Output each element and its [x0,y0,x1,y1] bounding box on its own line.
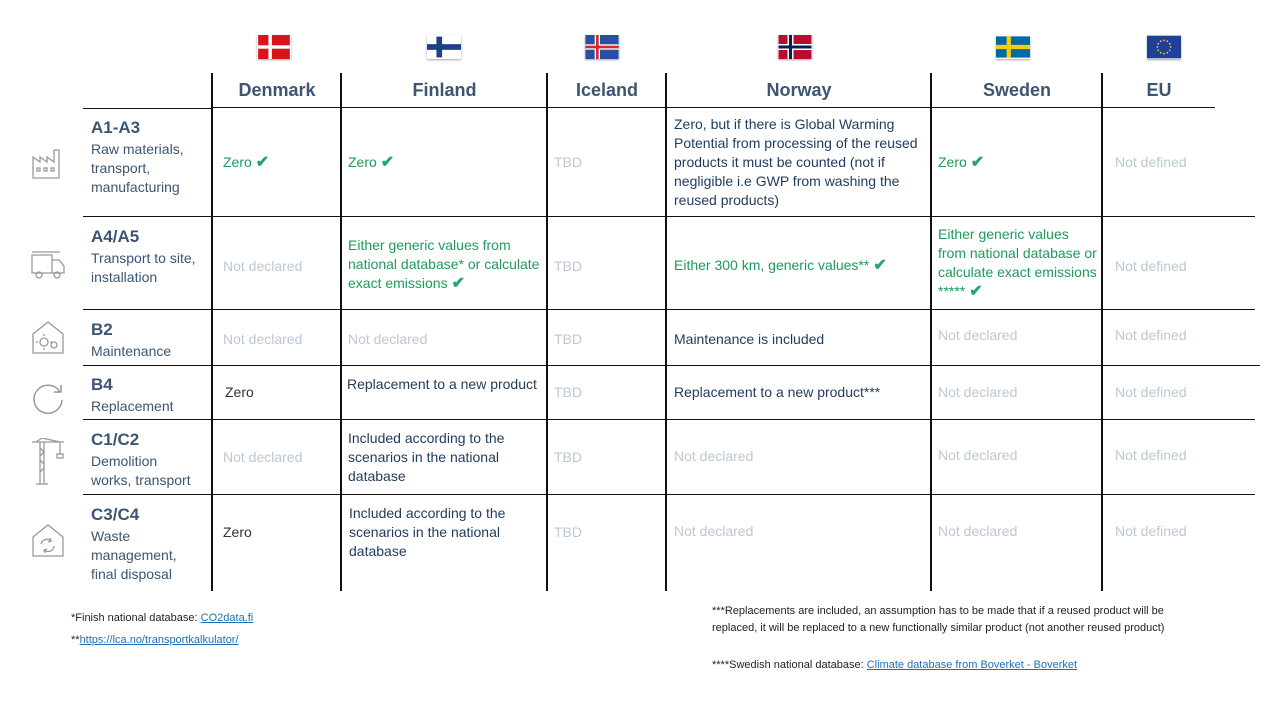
row-code: B4 [91,375,113,394]
row-stage-line: manufacturing [91,179,180,195]
row-code: B2 [91,320,113,339]
row-stage [91,342,171,361]
cell-c3c4-denmark: Zero [223,524,252,540]
country-header-finland: Finland [412,80,477,100]
row-stage [91,527,177,584]
cell-a4a5-eu: Not defined [1115,258,1187,274]
norway-flag-icon [778,35,812,59]
grid-line [930,73,932,591]
footnote-finnish-database [71,610,253,627]
cell-a1a3-eu: Not defined [1115,154,1187,170]
row-stage-line: Maintenance [91,343,172,359]
checkmark-icon: ✔ [969,283,983,300]
row-stage [91,397,174,416]
grid-line [1101,73,1103,591]
cell-b4-iceland: TBD [554,384,582,400]
cell-b4-sweden: Not declared [938,384,1018,400]
cell-c3c4-finland: Included according to the scenarios in the national database [349,505,506,559]
cell-c3c4-sweden: Not declared [938,523,1018,539]
cell-b2-sweden: Not declared [938,327,1018,343]
cell-c1c2-sweden: Not declared [938,447,1018,463]
country-header-iceland: Iceland [575,80,639,100]
grid-line [340,73,342,591]
row-code: A4/A5 [91,227,140,246]
country-header-denmark: Denmark [238,80,316,100]
grid-line [665,73,667,591]
grid-line [211,73,213,591]
cell-b2-eu: Not defined [1115,327,1187,343]
checkmark-icon: ✔ [380,154,395,171]
row-stage [91,452,191,490]
footnote-replacements [712,603,1164,637]
cell-b4-eu: Not defined [1115,384,1187,400]
cell-c1c2-denmark: Not declared [223,449,303,465]
footnote-text: ****Swedish national database: [712,659,867,671]
cell-a4a5-denmark: Not declared [223,258,303,274]
row-stage-line: Raw materials, [91,141,184,157]
transport-calculator-link[interactable]: https://lca.no/transportkalkulator/ [79,634,239,646]
truck-icon [30,246,66,282]
house-gear-icon [30,319,66,355]
row-stage-line: Waste [91,528,131,544]
grid-line [83,309,1255,310]
footnote-text: replaced, it will be replaced to a new functionally similar product (not another reused product) [712,622,1165,634]
row-stage-line: Transport to site, [91,250,196,266]
cell-c1c2-finland: Included according to the scenarios in the national database [348,430,505,484]
sweden-flag-icon [996,35,1030,59]
cell-b2-norway: Maintenance is included [674,331,825,347]
cell-b4-finland: Replacement to a new product [347,376,537,392]
row-code: C3/C4 [91,505,140,524]
checkmark-icon: ✔ [451,275,465,292]
cell-b4-norway: Replacement to a new product*** [674,384,881,400]
cell-c3c4-iceland: TBD [554,524,582,540]
cell-c1c2-eu: Not defined [1115,447,1187,463]
checkmark-icon: ✔ [970,154,985,171]
cell-c1c2-iceland: TBD [554,449,582,465]
cell-a4a5-finland: Either generic values from national database* or calculate exact emissions ✔ [348,237,540,292]
cell-a4a5-iceland: TBD [554,258,582,274]
co2data-link[interactable]: CO2data.fi [200,612,254,624]
footnote-text: *Finish national database: [71,612,201,624]
cell-a1a3-iceland: TBD [554,154,582,170]
grid-line [83,216,1255,217]
circular-arrow-icon [30,380,66,416]
grid-line [83,108,212,109]
country-header-eu: EU [1146,80,1172,100]
row-code: C1/C2 [91,430,140,449]
grid-line [546,73,548,591]
footnote-transport-calculator [71,632,239,649]
row-stage-line: final disposal [91,566,172,582]
denmark-flag-icon [257,35,291,59]
crane-icon [30,438,66,486]
cell-b2-denmark: Not declared [223,331,303,347]
finland-flag-icon [427,35,461,59]
cell-c1c2-norway: Not declared [674,448,754,464]
cell-a4a5-sweden: Either generic values from national database or calculate exact emissions ***** ✔ [938,226,1097,300]
country-header-norway: Norway [766,80,832,100]
factory-icon [30,145,66,181]
cell-c3c4-norway: Not declared [674,523,754,539]
house-recycle-icon [30,522,66,558]
cell-a1a3-denmark: Zero ✔ [223,154,270,171]
row-stage-line: Replacement [91,398,174,414]
country-header-sweden: Sweden [982,80,1052,100]
row-stage [91,140,184,197]
grid-line [83,419,1255,420]
cell-a1a3-finland: Zero ✔ [348,154,395,171]
grid-line [83,365,1260,366]
eu-flag-icon [1147,35,1181,59]
footnote-text: ** [71,634,80,646]
row-stage-line: transport, [91,160,151,176]
cell-b4-denmark: Zero [225,384,254,400]
row-stage-line: works, transport [91,472,191,488]
cell-a4a5-norway: Either 300 km, generic values** ✔ [674,257,887,274]
cell-b2-iceland: TBD [554,331,582,347]
checkmark-icon: ✔ [873,257,887,274]
cell-c3c4-eu: Not defined [1115,523,1187,539]
cell-a1a3-norway: Zero, but if there is Global Warming Potential from processing of the reused products it must be counted (not if negligible i.e GWP from washing the reused products) [674,116,918,208]
boverket-link[interactable]: Climate database from Boverket - Boverket [866,659,1078,671]
row-stage-line: Demolition [91,453,158,469]
grid-line [212,107,1215,108]
iceland-flag-icon [585,35,619,59]
cell-b2-finland: Not declared [348,331,428,347]
row-stage-line: installation [91,269,158,285]
footnote-swedish-database [712,657,1077,674]
checkmark-icon: ✔ [255,154,270,171]
row-code: A1-A3 [91,118,141,137]
row-stage [91,249,196,287]
footnote-text: ***Replacements are included, an assumption has to be made that if a reused product will be [712,605,1164,617]
row-stage-line: management, [91,547,177,563]
cell-a1a3-sweden: Zero ✔ [938,154,985,171]
grid-line [83,494,1255,495]
